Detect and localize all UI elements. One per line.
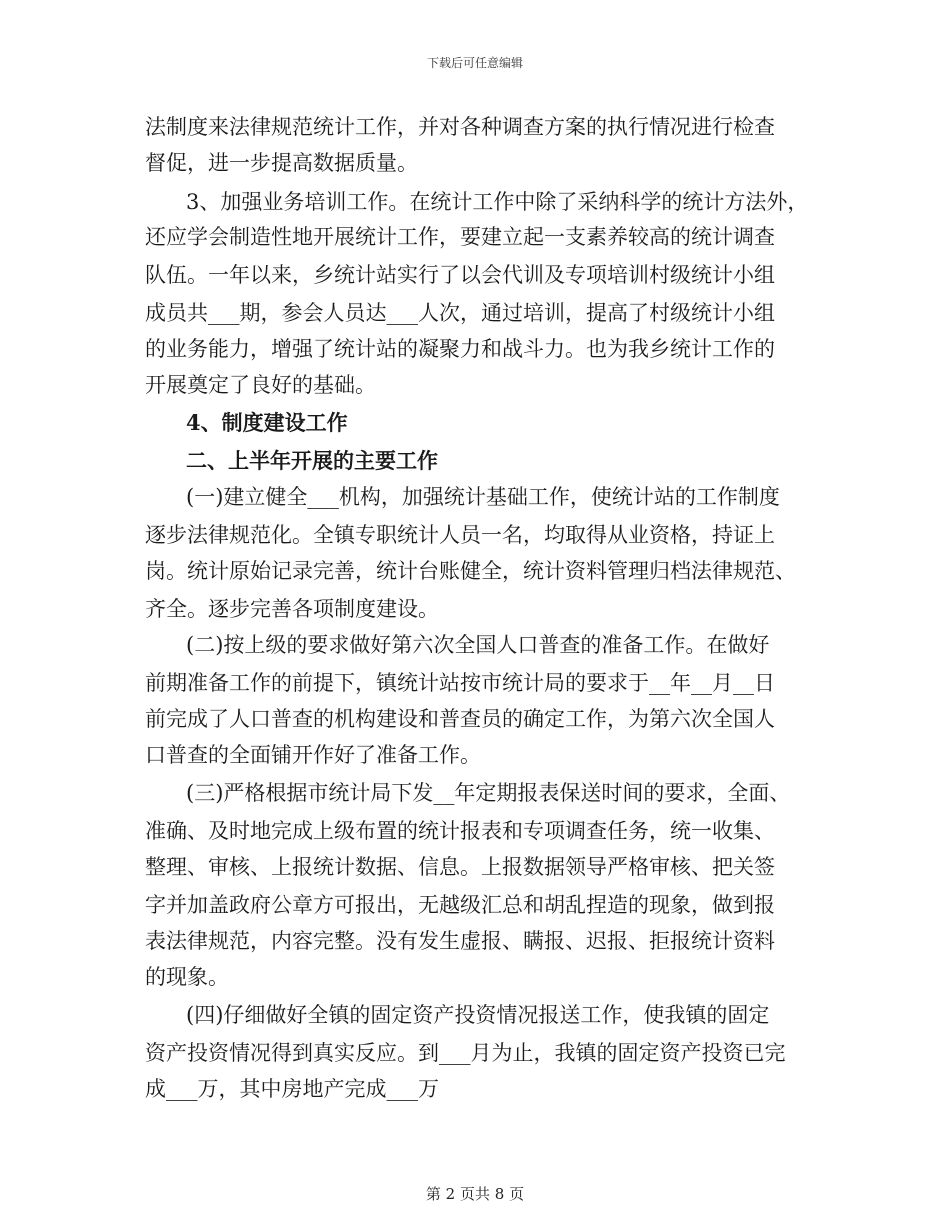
body-line: (二)按上级的要求做好第六次全国人口普查的准备工作。在做好: [186, 633, 770, 657]
page-number-indicator: 第 2 页共 8 页: [425, 1185, 525, 1203]
body-line: (三)严格根据市统计局下发__年定期报表保送时间的要求，全面、: [186, 781, 791, 805]
body-line: 法制度来法律规范统计工作，并对各种调查方案的执行情况进行检查: [145, 115, 775, 139]
body-line: 前完成了人口普查的机构建设和普查员的确定工作，为第六次全国人: [145, 707, 775, 731]
body-line: 齐全。逐步完善各项制度建设。: [145, 597, 439, 621]
body-line: 字并加盖政府公章方可报出，无越级汇总和胡乱捏造的现象，做到报: [145, 893, 775, 917]
body-line: 还应学会制造性地开展统计工作，要建立起一支素养较高的统计调查: [145, 225, 775, 249]
body-line: 开展奠定了良好的基础。: [145, 373, 376, 397]
body-line: 岗。统计原始记录完善，统计台账健全，统计资料管理归档法律规范、: [145, 559, 796, 583]
section-heading: 4、制度建设工作: [186, 410, 348, 435]
page-header-note: 下载后可任意编辑: [426, 56, 523, 70]
body-line: (一)建立健全___机构，加强统计基础工作，使统计站的工作制度: [186, 485, 780, 509]
body-line: 的业务能力，增强了统计站的凝聚力和战斗力。也为我乡统计工作的: [145, 337, 775, 361]
body-line: 准确、及时地完成上级布置的统计报表和专项调查任务，统一收集、: [145, 819, 775, 843]
section-heading: 二、上半年开展的主要工作: [186, 448, 438, 473]
body-line: 表法律规范，内容完整。没有发生虚报、瞒报、迟报、拒报统计资料: [145, 929, 775, 953]
body-line: (四)仔细做好全镇的固定资产投资情况报送工作，使我镇的固定: [186, 1003, 770, 1027]
body-line: 队伍。一年以来，乡统计站实行了以会代训及专项培训村级统计小组: [145, 263, 775, 287]
body-line: 成___万，其中房地产完成___万: [145, 1077, 439, 1101]
body-line: 逐步法律规范化。全镇专职统计人员一名，均取得从业资格，持证上: [145, 523, 775, 547]
body-line: 前期准备工作的前提下，镇统计站按市统计局的要求于__年__月__日: [145, 671, 775, 695]
body-line: 资产投资情况得到真实反应。到___月为止，我镇的固定资产投资已完: [145, 1041, 786, 1065]
body-line: 整理、审核、上报统计数据、信息。上报数据领导严格审核、把关签: [145, 855, 775, 879]
body-line: 3、加强业务培训工作。在统计工作中除了采纳科学的统计方法外，: [186, 190, 809, 214]
body-line: 督促，进一步提高数据质量。: [145, 151, 418, 175]
body-line: 成员共___期，参会人员达___人次，通过培训，提高了村级统计小组: [145, 301, 775, 325]
body-line: 的现象。: [145, 965, 229, 989]
body-line: 口普查的全面铺开作好了准备工作。: [145, 743, 481, 767]
